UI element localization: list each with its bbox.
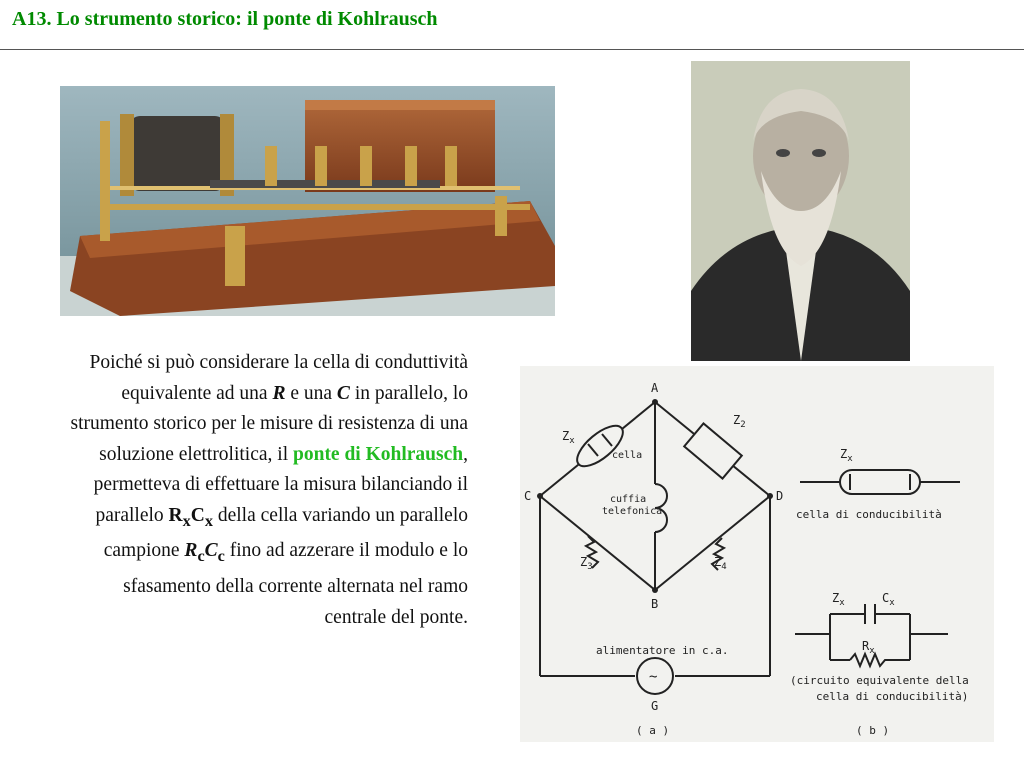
- body-paragraph: Poiché si può considerare la cella di conduttività equivalente ad una R e una C in parallelo, lo strumento storico per le misure di resistenza di una soluzione elettrolitica, il ponte di Kohlrausch, permetteva di effettuare la misura bilanciando il parallelo $R_xC_x$ della cella variando un parallelo campione $R_cC_c$ fino ad azzerare il modulo e lo sfasamento della corrente alternata nel ramo centrale del ponte.: [70, 352, 468, 628]
- cella-conducibilita-label: cella di conducibilità: [796, 508, 942, 521]
- zx-label: $Z_x$: [562, 429, 575, 446]
- kohlrausch-bridge-photo: [60, 86, 555, 316]
- kohlrausch-portrait-photo: [691, 61, 910, 361]
- equiv-label-1: (circuito equivalente della: [790, 674, 969, 687]
- b-zx2-label: $Z_x$: [832, 591, 845, 608]
- z3-label: $Z_3$: [580, 555, 593, 572]
- z2-label: $Z_2$: [733, 413, 746, 430]
- highlight-term: ponte di Kohlrausch: [293, 443, 464, 465]
- node-c-label: C: [524, 489, 532, 503]
- node-d-label: D: [776, 489, 784, 503]
- cuffia-label-2: telefonica: [602, 506, 663, 517]
- bridge-circuit-diagram: [520, 366, 994, 742]
- label-b: ( b ): [856, 724, 890, 737]
- b-zx-label: $Z_x$: [840, 447, 853, 464]
- alimentatore-label: alimentatore in c.a.: [596, 644, 729, 657]
- cella-label: cella: [612, 450, 643, 461]
- label-a: ( a ): [636, 724, 670, 737]
- z4-label: $Z_4$: [714, 555, 727, 572]
- title-divider: [0, 49, 1024, 50]
- node-b-label: B: [651, 597, 659, 611]
- node-g-label: G: [651, 699, 659, 713]
- ac-source-symbol: ~: [649, 669, 658, 685]
- b-rx-label: $R_x$: [862, 639, 875, 656]
- equiv-label-2: cella di conducibilità): [816, 690, 969, 703]
- page-title: A13. Lo strumento storico: il ponte di Kohlrausch: [12, 8, 438, 30]
- node-a-label: A: [651, 381, 659, 395]
- b-cx-label: $C_x$: [882, 591, 895, 608]
- cuffia-label-1: cuffia: [610, 494, 647, 505]
